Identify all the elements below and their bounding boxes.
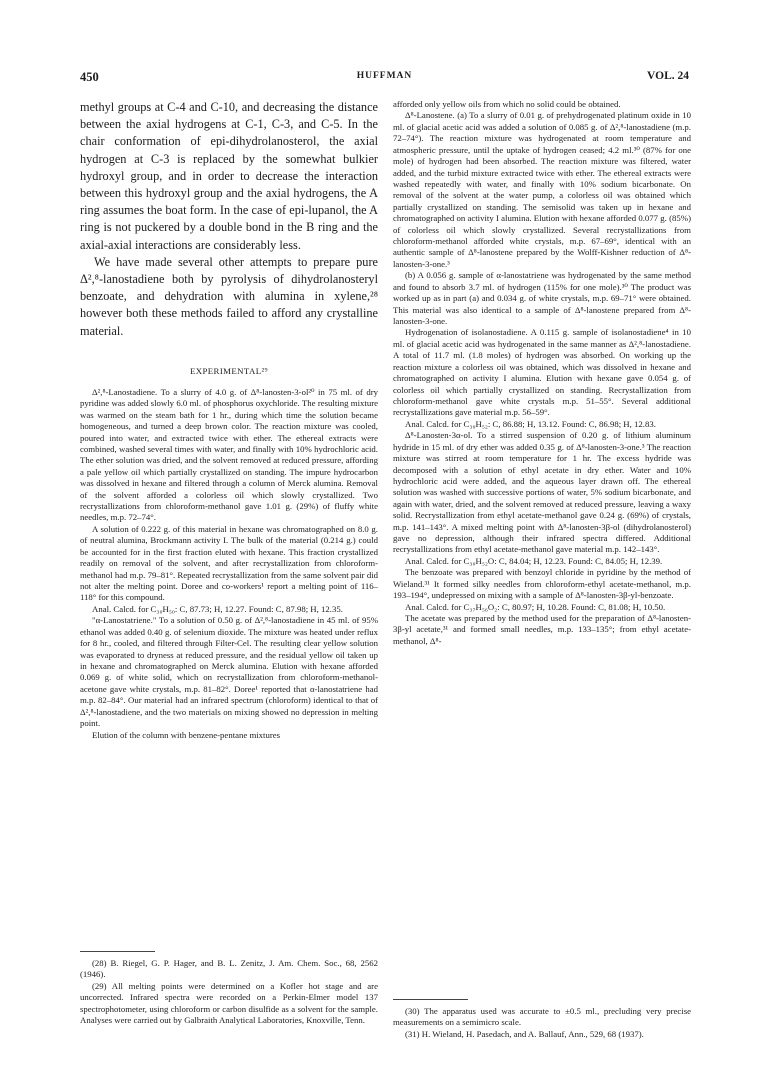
footnote-divider <box>393 999 468 1000</box>
elution-continued: afforded only yellow oils from which no solid could be obtained. <box>393 99 621 109</box>
analysis-line-4: Anal. Calcd. for C₃₇H₅₆O₂: C, 80.97; H, 10.28. Found: C, 81.08; H, 10.50. <box>405 601 666 612</box>
analysis-line-2: Anal. Calcd. for C₃₀H₅₂: C, 86.88; H, 13.12. Found: C, 86.98; H, 12.83. <box>405 418 656 429</box>
lanostatriene-procedure: "α-Lanostatriene." To a solution of 0.50 g. of Δ²,⁸-lanostadiene in 45 ml. of 95% ethanol was added 0.40 g. of selenium dioxide. The mixture was heated under reflux for 8 hr., cooled, and filtered through Filter-Cel. The resulting clear yellow solution was evaporated to dryness at reduced pressure, and the residual yellow oil taken up in hexane and chromatographed on Merck alumina. Elution with hexane afforded 0.069 g. of white solid, which on recrystallization from chloroform-methanol-acetone gave white crystals, m.p. 81–82°. Doree¹ reported that α-lanostatriene had m.p. 82–84°. Our material had an infrared spectrum (chloroform) identical to that of Δ²,⁸-lanostadiene, and the two materials on mixing showed no depression in melting point. <box>80 615 378 729</box>
chromatography-paragraph: A solution of 0.222 g. of this material in hexane was chromatographed on 8.0 g. of neutral alumina, Brockmann activity I. The bulk of the material (0.214 g.) could be accounted for in the first fraction eluted with hexane. This fraction crystallized readily on removal of the solvent, and after recrystallization from chloroform-methanol had m.p. 79–81°. Repeated recrystallization from the same solvent pair did not alter the melting point. Doree and co-workers¹ report a melting point of 116–118° for this compound. <box>80 523 378 603</box>
page-number: 450 <box>80 70 99 84</box>
lanostene-procedure-a: Δ⁸-Lanostene. (a) To a slurry of 0.01 g. of prehydrogenated platinum oxide in 10 ml. of glacial acetic acid was added a solution of 0.085 g. of Δ²,⁸-lanostadiene (m.p. 72–74°). The reaction mixture was hydrogenated at room temperature and atmospheric pressure, until the uptake of hydrogen ceased; 4.2 ml.³⁰ (87% for one mole) of hydrogen had been absorbed. The reaction mixture was filtered, water added, and the turbid mixture extracted twice with ether. The ethereal extracts were washed repeatedly with water, and finally with 10% sodium bicarbonate. On removal of the solvent at the water pump, a colorless oil was obtained which partially crystallized on standing. The semisolid was taken up in hexane and chromatographed on activity I alumina. Elution with hexane afforded 0.077 g. (85%) of colorless oil which slowly crystallized. Several recrystallizations from chloroform-methanol afforded white crystals, m.p. 67–69°, identical with an authentic sample of Δ⁸-lanostene prepared by the Wolff-Kishner reduction of Δ⁸-lanosten-3-one.³ <box>393 110 691 269</box>
footnote-30: (30) The apparatus used was accurate to ±0.5 ml., precluding very precise measurements on a semimicro scale. <box>393 1006 691 1028</box>
footnote-31: (31) H. Wieland, H. Pasedach, and A. Ballauf, Ann., 529, 68 (1937). <box>405 1028 644 1039</box>
benzoate-paragraph: The benzoate was prepared with benzoyl chloride in pyridine by the method of Wieland.³¹ It formed silky needles from chloroform-ethyl acetate-methanol, m.p. 193–194°, undepressed on mixing with a sample of Δ⁸-lanosten-3β-yl-benzoate. <box>393 567 691 601</box>
experimental-heading: EXPERIMENTAL²⁹ <box>189 365 269 376</box>
analysis-line-3: Anal. Calcd. for C₃₀H₅₂O: C, 84.04; H, 12.23. Found: C, 84.05; H, 12.39. <box>405 555 663 566</box>
isolanostadiene-hydrogenation: Hydrogenation of isolanostadiene. A 0.115 g. sample of isolanostadiene⁴ in 10 ml. of glacial acetic acid was hydrogenated in the same manner as Δ²,⁸-lanostadiene. A total of 11.7 ml. (1.8 moles) of hydrogen was absorbed. On working up the reaction mixture a colorless oil was obtained, which was dissolved in hexane and chromatographed on activity I alumina. Elution with hexane gave 0.054 g. of colorless oil which partially crystallized on standing. Recrystallization from chloroform-methanol gave white crystals m.p. 51–55°. Several additional recrystallizations gave material m.p. 56–59°. <box>393 327 691 418</box>
lanostene-procedure-b: (b) A 0.056 g. sample of α-lanostatriene was hydrogenated by the same method and found to absorb 3.7 ml. of hydrogen (115% for one mole).³⁰ The product was worked up as in part (a) and 0.034 g. of white crystals, m.p. 69–71° were obtained. This material was also identical to a sample of Δ⁸-lanostene prepared from Δ⁸-lanosten-3-one. <box>393 270 691 327</box>
right-column <box>393 99 691 1039</box>
lanostenol-procedure: Δ⁸-Lanosten-3α-ol. To a stirred suspension of 0.20 g. of lithium aluminum hydride in 15 ml. of dry ether was added 0.35 g. of Δ⁸-lanosten-3-one.³ The reaction mixture was stirred at room temperature for 1 hr. The excess hydride was decomposed with a solution of ethyl acetate in dry ether. Water and 10% hydrochloric acid were added, and the aqueous layer drawn off. The ethereal solution was washed with successive portions of water, 5% sodium bicarbonate, and again with water, dried, and the solvent removed at reduced pressure, leaving a waxy solid. Recrystallization from ethyl acetate-methanol gave 0.24 g. (69%) of crystals, m.p. 141–143°. A mixed melting point with Δ⁸-lanosten-3β-ol (dihydrolanosterol) gave no depression, although their infrared spectra differed. Additional recrystallizations from ethyl acetate-methanol gave material m.p. 142–143°. <box>393 430 691 555</box>
right-footnotes <box>393 999 691 1040</box>
left-footnotes <box>80 951 378 1027</box>
left-column <box>80 99 378 1026</box>
footnote-28: (28) B. Riegel, G. P. Hager, and B. L. Zenitz, J. Am. Chem. Soc., 68, 2562 (1946). <box>80 958 378 980</box>
analysis-line-1: Anal. Calcd. for C₃₀H₅₀: C, 87.73; H, 12.27. Found: C, 87.98; H, 12.35. <box>92 603 343 614</box>
footnote-divider <box>80 951 155 952</box>
intro-paragraph-2: We have made several other attempts to prepare pure Δ²,⁸-lanostadiene both by pyrolysis of dihydrolanosteryl benzoate, and dehydration with alumina in xylene,²⁸ however both these methods failed to afford any crystalline material. <box>80 254 378 338</box>
running-head-author: HUFFMAN <box>356 71 413 81</box>
lanostadiene-procedure: Δ²,⁸-Lanostadiene. To a slurry of 4.0 g. of Δ⁸-lanosten-3-ol²⁰ in 75 ml. of dry pyridine was added slowly 6.0 ml. of phosphorus oxychloride. The resulting mixture was warmed on the steam bath for 1 hr., during which time the solution became homogeneous, and turned a deep brown color. The reaction mixture was cooled, poured into water, and extracted twice with ether. The ethereal extracts were combined, washed several times with water, and finally with 10% hydrochloric acid. The ether solution was dried, and the solvent removed at reduced pressure, affording a pale yellow oil which partially crystallized on standing. The impure hydrocarbon was dissolved in hexane and filtered through a column of Merck alumina. Removal of the solvent afforded a colorless oil which slowly crystallized. Two recrystallizations from chloroform-methanol gave 1.01 g. (29%) of fluffy white needles, m.p. 72–74°. <box>80 386 378 523</box>
running-header <box>80 70 689 88</box>
acetate-paragraph: The acetate was prepared by the method used for the preparation of Δ⁸-lanosten-3β-yl acetate,³¹ and formed small needles, m.p. 133–135°; from ethyl acetate-methanol, Δ⁸- <box>393 612 691 646</box>
intro-paragraph-1: methyl groups at C-4 and C-10, and decreasing the distance between the axial hydrogens at C-1, C-3, and C-5. In the chair conformation of epi-dihydrolanosterol, the axial hydrogen at C-3 is replaced by the somewhat bulkier hydroxyl group, and in order to decrease the interaction between this hydroxyl group and the axial hydrogens, the A ring assumes the boat form. In the case of epi-lupanol, the A ring is not puckered by a double bond in the B ring and the axial-axial interactions are considerably less. <box>80 100 378 252</box>
footnote-29: (29) All melting points were determined on a Kofler hot stage and are uncorrected. Infrared spectra were recorded on a Perkin-Elmer model 137 spectrophotometer, using chloroform or carbon disulfide as a solvent for the sample. Analyses were carried out by Galbraith Analytical Laboratories, Knoxville, Tenn. <box>80 980 378 1026</box>
volume-label: VOL. 24 <box>647 70 689 82</box>
elution-paragraph: Elution of the column with benzene-pentane mixtures <box>92 729 281 740</box>
